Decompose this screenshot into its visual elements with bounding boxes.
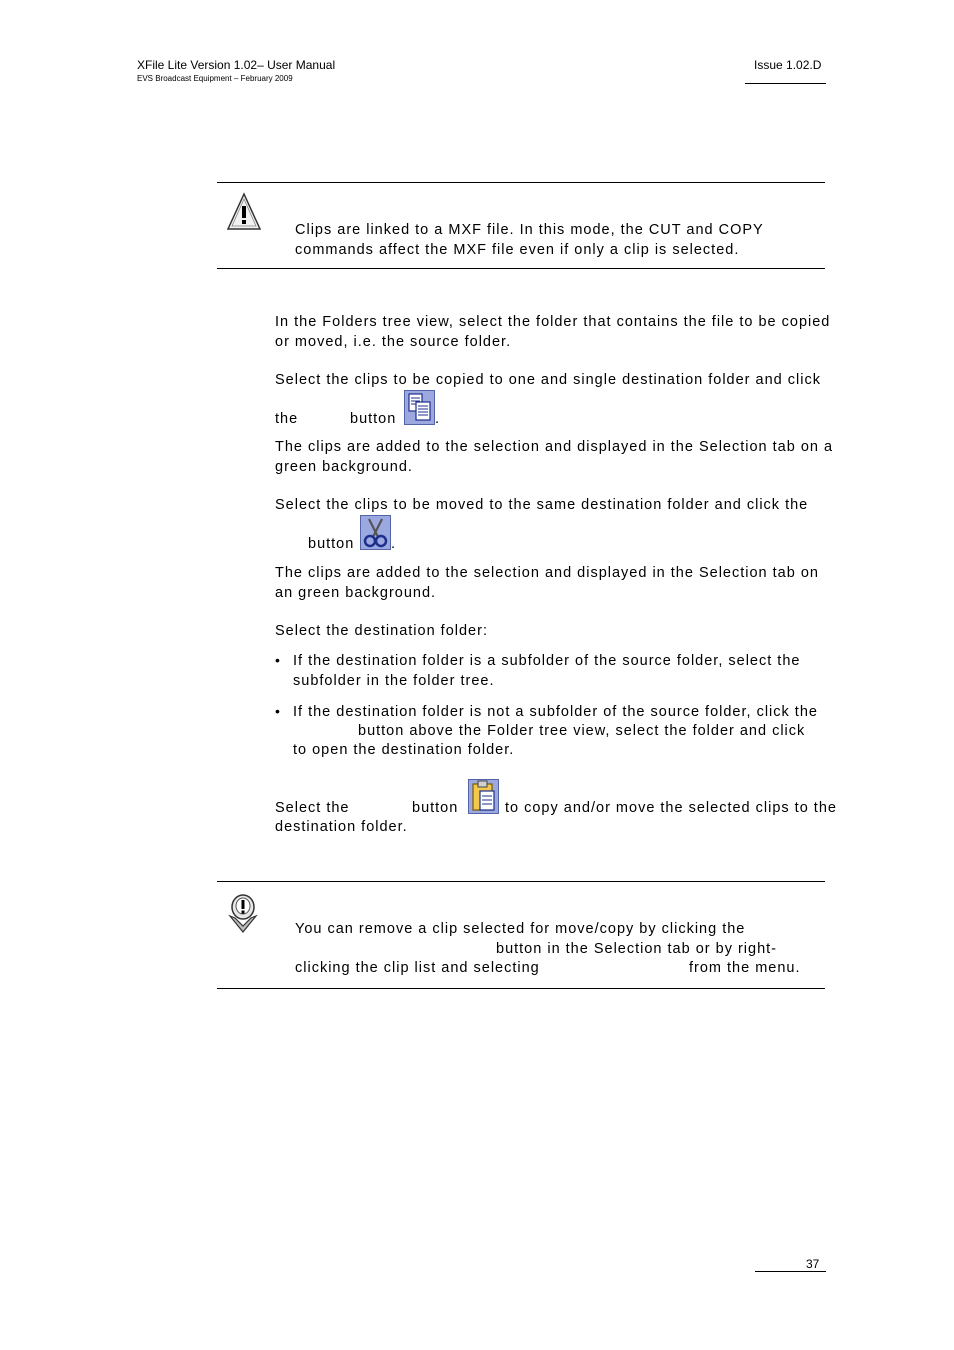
tip-bottom-rule <box>217 988 825 989</box>
header-issue: Issue 1.02.D <box>754 58 822 72</box>
tip-top-rule <box>217 881 825 882</box>
warning-icon <box>226 191 262 231</box>
header-title: XFile Lite Version 1.02– User Manual <box>137 58 336 72</box>
paste-icon[interactable] <box>468 779 499 814</box>
step-paste: Select the <box>275 800 350 816</box>
header-subtitle: EVS Broadcast Equipment – February 2009 <box>137 74 293 83</box>
note-top-rule <box>217 182 825 183</box>
page-number: 37 <box>806 1257 820 1271</box>
tip-note: You can remove a clip selected for move/copy by clicking the <box>295 921 746 937</box>
header-divider <box>745 83 826 84</box>
warning-line-1: Clips are linked to a MXF file. In this mode, the CUT and COPY <box>295 222 764 238</box>
warning-line-2: commands affect the MXF file even if only a clip is selected. <box>295 241 740 258</box>
step-move-result: The clips are added to the selection and displayed in the Selection tab on an green background. <box>275 565 819 601</box>
step-destination: Select the destination folder: <box>275 623 488 639</box>
warning-note <box>295 221 816 260</box>
step-move-clips: Select the clips to be moved to the same destination folder and click the <box>275 497 809 513</box>
tip-icon <box>227 892 259 934</box>
bullet-subfolder: If the destination folder is a subfolder of the source folder, select the subfolder in the folder tree. <box>293 653 801 689</box>
step-select-source: In the Folders tree view, select the folder that contains the file to be copied or moved, i.e. the source folder. <box>275 314 831 350</box>
bullet-dot: • <box>275 703 280 719</box>
footer-divider <box>755 1271 826 1272</box>
bullet-other-folder: If the destination folder is not a subfolder of the source folder, click the <box>293 704 818 720</box>
step-copy-result: The clips are added to the selection and displayed in the Selection tab on a green background. <box>275 439 834 475</box>
step-copy-clips: Select the clips to be copied to one and single destination folder and click <box>275 372 821 388</box>
note-bottom-rule <box>217 268 825 269</box>
bullet-dot: • <box>275 652 280 668</box>
cut-icon[interactable] <box>360 515 391 550</box>
copy-icon[interactable] <box>404 390 435 425</box>
